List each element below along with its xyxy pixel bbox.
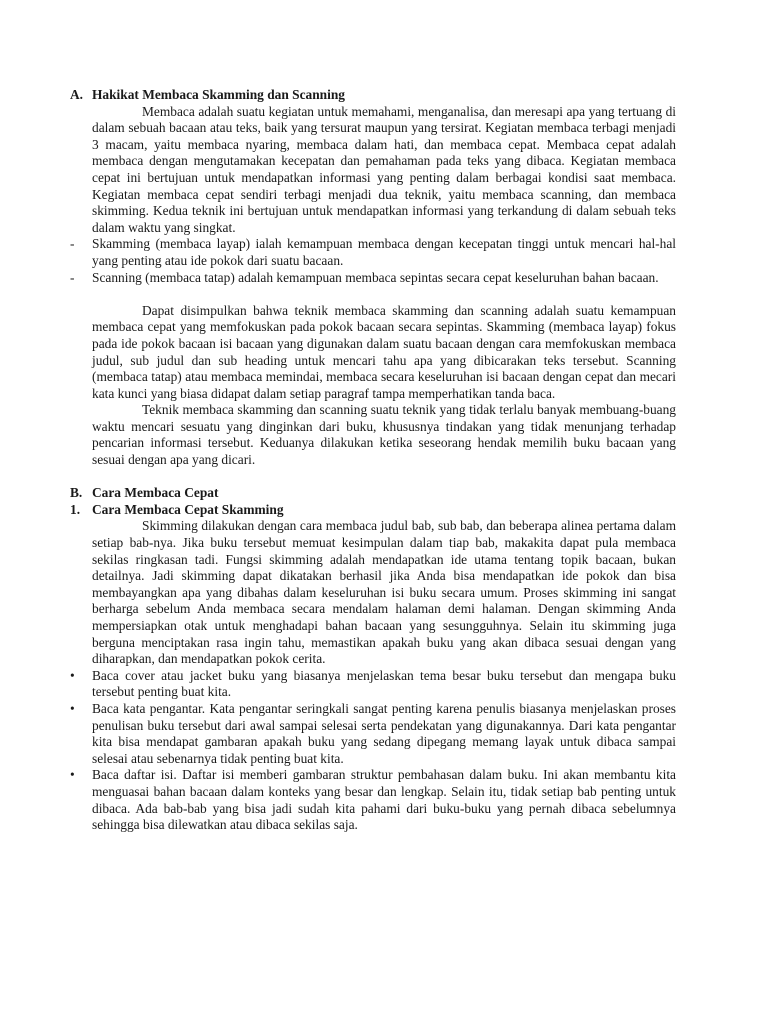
- dash-list-item: [70, 270, 676, 287]
- section-a-title: Hakikat Membaca Skamming dan Scanning: [92, 87, 345, 102]
- bullet-item-text: Baca kata pengantar. Kata pengantar seringkali sangat penting karena penulis biasanya menjelaskan proses penulisan buku tersebut dari awal sampai selesai serta pendekatan yang digunakannya. Dari kata pengantar kita bisa mendapat gambaran apakah buku yang sedang dipegang memang layak untuk dibaca sampai selesai atau sebenarnya tidak penting buat kita.: [92, 700, 676, 766]
- section-b-heading: [70, 485, 676, 502]
- subsection-1-heading: [70, 502, 676, 519]
- bullet-marker: •: [70, 700, 75, 716]
- section-a-intro-paragraph: Membaca adalah suatu kegiatan untuk memahami, menganalisa, dan meresapi apa yang tertuang di dalam sebuah bacaan atau teks, baik yang tersurat maupun yang tersirat. Kegiatan membaca terbagi menjadi 3 macam, yaitu membaca nyaring, membaca dalam hati, dan membaca cepat. Membaca cepat adalah membaca dengan mengutamakan kecepatan dan pemahaman pada teks yang dibaca. Kegiatan membaca cepat ini bertujuan untuk mendapatkan informasi yang penting dalam berbagai kondisi saat membaca. Kegiatan membaca cepat sendiri terbagi menjadi dua teknik, yaitu membaca scanning, dan membaca skimming. Kedua teknik ini bertujuan untuk mendapatkan informasi yang terkandung di dalam sebuah teks dalam waktu yang singkat.: [92, 103, 676, 235]
- skimming-intro-paragraph: Skimming dilakukan dengan cara membaca judul bab, sub bab, dan beberapa alinea pertama dalam setiap bab-nya. Jika buku tersebut memuat kesimpulan dalam tiap bab, makakita dapat pula membaca sekilas ringkasan tadi. Fungsi skimming adalah mendapatkan ide utama tentang topik bacaan, bukan detailnya. Jadi skimming dapat dikatakan berhasil jika Anda bisa mendapatkan ide pokok dan bisa membayangkan apa yang dibahas dalam keseluruhan isi buku secara umum. Proses skimming ini sangat berharga sebelum Anda membaca secara mendalam halaman demi halaman. Dengan skimming Anda mempersiapkan otak untuk menghadapi bahan bacaan yang sesungguhnya. Selain itu skimming juga berguna menciptakan rasa ingin tahu, memastikan apakah buku yang akan dibaca sesuai dengan yang diharapkan, dan mendapatkan pokok cerita.: [92, 518, 676, 667]
- bullet-item-text: Baca cover atau jacket buku yang biasanya menjelaskan tema besar buku tersebut dan mengapa buku tersebut penting buat kita.: [92, 667, 676, 700]
- dash-marker: -: [70, 236, 75, 252]
- bullet-marker: •: [70, 667, 75, 683]
- dash-item-text: Scanning (membaca tatap) adalah kemampuan membaca sepintas secara cepat keseluruhan bahan bacaan.: [92, 269, 659, 285]
- subsection-1-title: Cara Membaca Cepat Skamming: [92, 501, 284, 517]
- dash-list-item: [70, 236, 676, 269]
- section-a-label: A.: [70, 87, 84, 102]
- bullet-list-item: [70, 701, 676, 767]
- section-a-heading: [70, 87, 676, 104]
- document-body: [70, 87, 676, 834]
- spacer: [70, 286, 676, 303]
- spacer: [70, 469, 676, 486]
- bullet-item-text: Baca daftar isi. Daftar isi memberi gambaran struktur pembahasan dalam buku. Ini akan membantu kita menguasai bahan bacaan dalam konteks yang besar dan lengkap. Selain itu, tidak setiap bab penting untuk dibaca. Ada bab-bab yang bisa jadi sudah kita pahami dari buku-buku yang pernah dibaca sebelumnya sehingga bisa dilewatkan atau dibaca sekilas saja.: [92, 767, 676, 833]
- bullet-list-item: [70, 668, 676, 701]
- section-b-label: B.: [70, 485, 83, 501]
- bullet-list-item: [70, 767, 676, 833]
- section-b-title: Cara Membaca Cepat: [92, 485, 219, 501]
- bullet-marker: •: [70, 767, 75, 783]
- dash-marker: -: [70, 269, 75, 285]
- section-a-conclusion-paragraph: Dapat disimpulkan bahwa teknik membaca skamming dan scanning adalah suatu kemampuan membaca cepat yang memfokuskan pada pokok bacaan secara sepintas. Skamming (membaca layap) fokus pada ide pokok bacaan isi bacaan yang digunakan dalam suatu bacaan dengan cara memfokuskan membaca judul, sub judul dan sub heading untuk mencari tahu apa yang dibicarakan teks tersebut. Scanning (membaca tatap) atau membaca memindai, membaca secara keseluruhan isi bacaan dengan cepat dan mecari kata kunci yang biasa didapat dalam setiap paragraf tampa memperhatikan tanda baca.: [92, 302, 676, 401]
- section-a-closing-paragraph: Teknik membaca skamming dan scanning suatu teknik yang tidak terlalu banyak membuang-buang waktu mencari sesuatu yang dinginkan dari buku, khususnya tindakan yang tidak menunjang terhadap pencarian informasi tersebut. Keduanya dilakukan ketika seseorang hendak memilih buku bacaan yang sesuai dengan apa yang dicari.: [92, 402, 676, 468]
- dash-item-text: Skamming (membaca layap) ialah kemampuan membaca dengan kecepatan tinggi untuk mencari hal-hal yang penting atau ide pokok dari suatu bacaan.: [92, 236, 676, 268]
- subsection-1-label: 1.: [70, 501, 81, 517]
